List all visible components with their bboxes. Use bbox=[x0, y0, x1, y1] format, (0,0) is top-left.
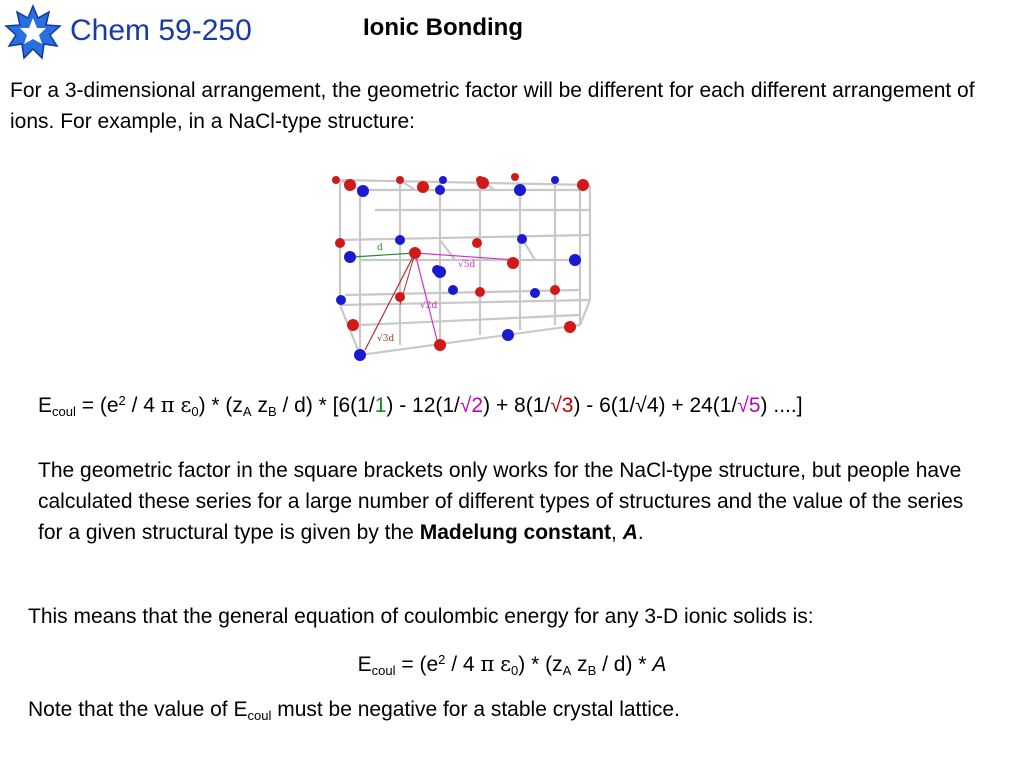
madelung-paragraph: The geometric factor in the square brackets only works for the NaCl-type structure, but people have calculated these series for a large number of different types of structures and the value of the series for a given structural type is given by the Madelung constant, A. bbox=[38, 459, 964, 544]
maple-leaf-logo bbox=[4, 4, 62, 62]
label-sqrt5d: √5d bbox=[458, 260, 476, 270]
general-coulomb-equation: $E_{coul} = (e^2 / 4$ π $\varepsilon_0) * (z_A$ $z_B / d$) * A bbox=[357, 652, 667, 679]
intro-paragraph: For a 3-dimensional arrangement, the geometric factor will be different for each different arrangement of ions. For example, in a NaCl-type structure: bbox=[10, 79, 975, 133]
label-d: d bbox=[377, 243, 383, 253]
nacl-lattice-figure bbox=[325, 165, 600, 370]
d-line bbox=[353, 253, 415, 257]
sqrt2d-line bbox=[415, 253, 437, 340]
stability-note: Note that the value of $E_{coul}$ must be negative for a stable crystal lattice. bbox=[28, 698, 680, 723]
label-sqrt3d: √3d bbox=[377, 334, 395, 344]
general-equation-intro: This means that the general equation of coulombic energy for any 3-D ionic solids is: bbox=[28, 605, 814, 628]
coulomb-energy-series-equation: $E_{coul} = (e^2 / 4$ π $\varepsilon_0) * (z_A$ $z_B / d) * [6(1/1) - 12(1/√2) + 8(1/√3) - 6(1/√4) + 24(1/√5)$ ....] bbox=[38, 393, 803, 420]
label-sqrt2d: √2d bbox=[420, 301, 438, 311]
course-title: Chem 59-250 bbox=[70, 14, 252, 47]
slide-title: Ionic Bonding bbox=[363, 14, 523, 41]
